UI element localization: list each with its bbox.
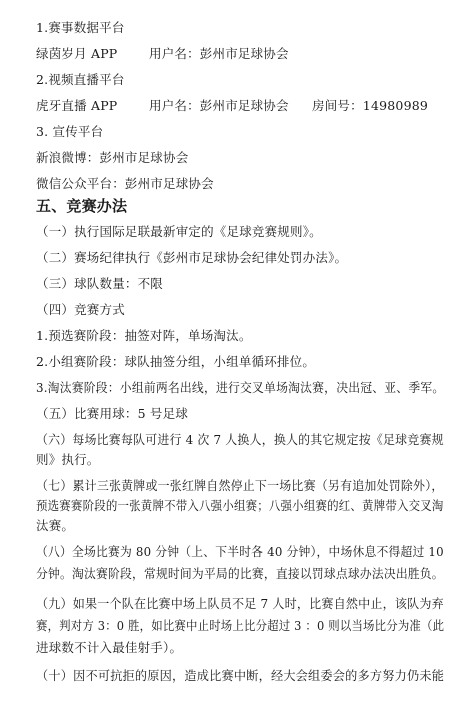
- platform-item1-user: 用户名：彭州市足球协会: [149, 46, 289, 61]
- section-line: （四）竞赛方式: [36, 302, 125, 317]
- section-line: 预选赛赛阶段的一张黄牌不带入八强小组赛；八强小组赛的红、黄牌带入交叉淘: [36, 498, 444, 513]
- platform-item1-app: 绿茵岁月 APP: [36, 46, 118, 61]
- section-line: 则》执行。: [36, 452, 100, 467]
- platform-weibo: 新浪微博：彭州市足球协会: [36, 150, 189, 165]
- platform-item3-title: 3. 宣传平台: [36, 124, 104, 139]
- platform-item2-app: 虎牙直播 APP: [36, 98, 118, 113]
- section-line: （九）如果一个队在比赛中场上队员不足 7 人时，比赛自然中止，该队为弃: [36, 596, 444, 611]
- section-line: （六）每场比赛每队可进行 4 次 7 人换人，换人的其它规定按《足球竞赛规: [36, 432, 444, 447]
- section-line: 3.淘汰赛阶段：小组前两名出线，进行交叉单场淘汰赛，决出冠、亚、季军。: [36, 380, 445, 395]
- section-line: 汰赛。: [36, 518, 75, 533]
- section-line: （一）执行国际足联最新审定的《足球竞赛规则》。: [36, 224, 322, 239]
- section-line: （七）累计三张黄牌或一张红牌自然停止下一场比赛（另有追加处罚除外），: [36, 478, 444, 493]
- section-line: （十）因不可抗拒的原因，造成比赛中断，经大会组委会的多方努力仍未能: [36, 668, 445, 683]
- platform-item2-user: 用户名：彭州市足球协会: [149, 98, 289, 113]
- section-line: （八）全场比赛为 80 分钟（上、下半时各 40 分钟），中场休息不得超过 10: [36, 544, 444, 559]
- platform-item2-title: 2.视频直播平台: [36, 72, 125, 87]
- section-line: 分钟。淘汰赛阶段，常规时间为平局的比赛，直接以罚球点球办法决出胜负。: [36, 566, 444, 581]
- section-line: 赛，判对方 3：0 胜，如比赛中止时场上比分超过 3 ：0 则以当场比分为准（此: [36, 618, 445, 633]
- section-line: （五）比赛用球：5 号足球: [36, 406, 189, 421]
- section-heading: 五、竞赛办法: [36, 197, 128, 215]
- platform-wechat: 微信公众平台：彭州市足球协会: [36, 176, 214, 191]
- section-line: 2.小组赛阶段：球队抽签分组，小组单循环排位。: [36, 354, 316, 369]
- platform-item2-room: 房间号：14980989: [312, 98, 429, 113]
- platform-item1-title: 1.赛事数据平台: [36, 20, 125, 35]
- section-line: （三）球队数量：不限: [36, 276, 164, 291]
- section-line: 1.预选赛阶段：抽签对阵，单场淘汰。: [36, 328, 252, 343]
- section-line: 进球数不计入最佳射手）。: [36, 640, 183, 655]
- section-line: （二）赛场纪律执行《彭州市足球协会纪律处罚办法》。: [36, 250, 348, 265]
